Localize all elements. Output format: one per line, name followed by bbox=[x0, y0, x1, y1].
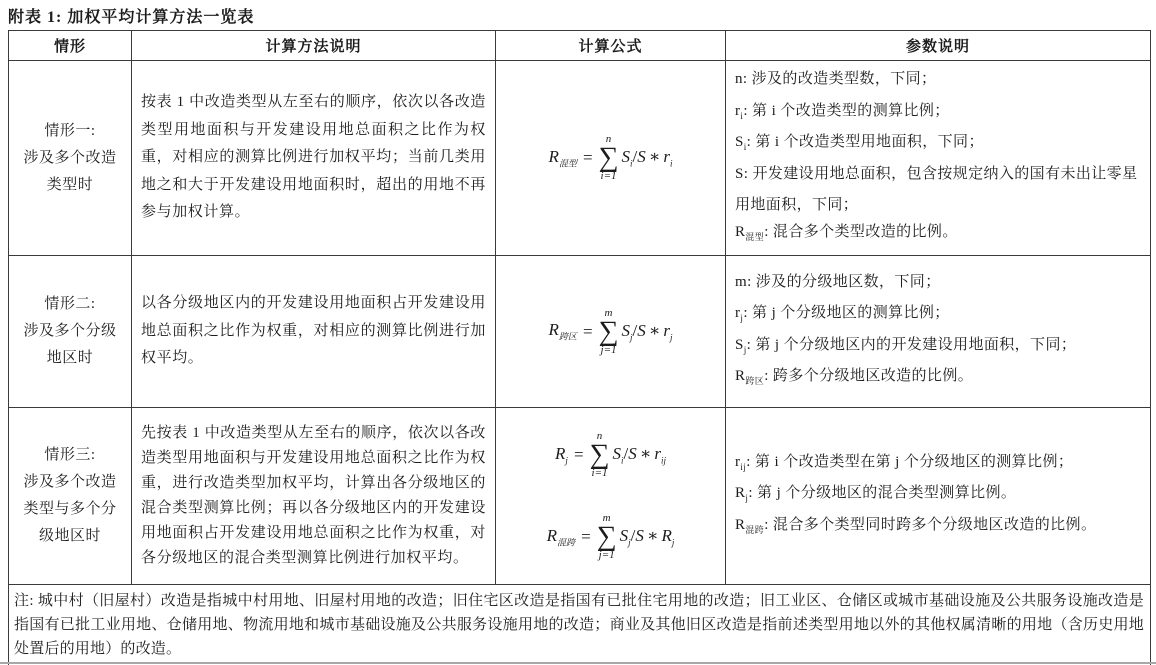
case2-formula-cell bbox=[496, 256, 726, 408]
case2-method-cell: 以各分级地区内的开发建设用地面积占开发建设用地总面积之比作为权重，对相应的测算比例进行加权平均。 bbox=[132, 256, 496, 408]
formula-body: $S_i/S$ ∗ $r_{ij}$ bbox=[612, 444, 666, 466]
param-line: $S_i$: 第 i 个改造类型用地面积，下同； bbox=[735, 134, 984, 152]
equals-sign: = bbox=[582, 321, 593, 341]
formula-r-mixed-type bbox=[549, 134, 673, 182]
table-row-case1 bbox=[9, 61, 1151, 256]
case3-params-cell bbox=[726, 408, 1151, 585]
case3-method-cell: 先按表 1 中改造类型从左至右的顺序，依次以各改造类型用地面积与开发建设用地总面积之比作为权重，进行改造类型加权平均，计算出各分级地区的混合类型测算比例；再以各分级地区内的开发建设用地面积占开发建设用地总面积之比作为权重，对各分级地区的混合类型测算比例进行加权平均。 bbox=[132, 408, 496, 585]
table-note: 注: 城中村（旧屋村）改造是指城中村用地、旧屋村用地的改造；旧住宅区改造是指国有已批住宅用地的改造；旧工业区、仓储区或城市基础设施及公共服务设施改造是指国有已批工业用地、仓储用地、物流用地和城市基础设施及公共服务设施用地的改造；商业及其他旧区改造是指前述类型用地以外的其他权属清晰的用地（含历史用地处置后的用地）的改造。 bbox=[9, 585, 1151, 665]
summation-symbol: n ∑ i=1 bbox=[598, 133, 619, 182]
equals-sign: = bbox=[581, 527, 591, 546]
formula-r-j bbox=[555, 431, 666, 479]
table-row-case3 bbox=[9, 408, 1151, 585]
col-header-method: 计算方法说明 bbox=[132, 31, 496, 61]
case-line: 级地区时 bbox=[38, 528, 101, 544]
formula-lhs: $R_j$ bbox=[555, 444, 568, 466]
case-line: 类型时 bbox=[46, 176, 94, 193]
case-line: 类型与多个分 bbox=[23, 501, 117, 517]
case-line: 情形二: bbox=[44, 296, 96, 312]
param-line: $R_j$: 第 j 个分级地区的混合类型测算比例。 bbox=[735, 485, 1017, 504]
formula-body: $S_i/S$ ∗ $r_i$ bbox=[621, 147, 673, 169]
case-line: 涉及多个改造 bbox=[23, 474, 117, 490]
case3-formula-cell bbox=[496, 408, 726, 585]
summation-symbol: m ∑ j=1 bbox=[598, 306, 619, 356]
param-line: m: 涉及的分级地区数，下同； bbox=[735, 273, 941, 290]
equals-sign: = bbox=[582, 148, 593, 167]
case-line: 涉及多个分级 bbox=[23, 323, 117, 339]
formula-body: $S_j/S$ ∗ $R_j$ bbox=[619, 526, 675, 548]
sigma-icon: ∑ bbox=[598, 315, 619, 347]
page-edge-line bbox=[0, 662, 1156, 664]
case1-label-cell bbox=[9, 61, 132, 256]
note-row bbox=[9, 585, 1151, 665]
weighted-average-table bbox=[8, 30, 1151, 665]
case-line: 情形一: bbox=[44, 122, 96, 139]
case-line: 情形三: bbox=[44, 447, 96, 463]
formula-body: $S_j/S$ ∗ $r_j$ bbox=[621, 320, 673, 343]
case1-params-cell bbox=[726, 61, 1151, 256]
param-line: $r_i$: 第 i 个改造类型的测算比例； bbox=[735, 102, 950, 121]
formula-r-cross-region bbox=[549, 308, 673, 356]
equals-sign: = bbox=[573, 445, 584, 464]
case1-method-cell: 按表 1 中改造类型从左至右的顺序，依次以各改造类型用地面积与开发建设用地总面积之比作为权重，对相应的测算比例进行加权平均；当前几类用地之和大于开发建设用地面积时，超出的用地不再参与加权计算。 bbox=[132, 61, 496, 256]
summation-symbol: m ∑ j=1 bbox=[596, 512, 617, 561]
header-row bbox=[9, 31, 1151, 61]
param-line: $r_j$: 第 j 个分级地区的测算比例； bbox=[735, 305, 950, 323]
formula-lhs: $R_{跨区}$ bbox=[548, 320, 577, 342]
param-line: S: 开发建设用地总面积，包含按规定纳入的国有未出让零星用地面积，下同； bbox=[735, 165, 1138, 213]
sigma-icon: ∑ bbox=[596, 521, 617, 552]
table-row-case2 bbox=[9, 256, 1151, 408]
case-line: 涉及多个改造 bbox=[23, 149, 117, 166]
param-line: $R_{混型}$: 混合多个类型改造的比例。 bbox=[735, 223, 958, 242]
formula-lhs: $R_{混跨}$ bbox=[546, 525, 576, 548]
col-header-formula: 计算公式 bbox=[496, 31, 726, 61]
case3-label-cell bbox=[9, 408, 132, 585]
param-line: $R_{混跨}$: 混合多个类型同时跨多个分级地区改造的比例。 bbox=[735, 516, 1097, 535]
sigma-icon: ∑ bbox=[598, 142, 619, 173]
summation-symbol: n ∑ i=1 bbox=[589, 430, 610, 479]
param-line: $r_{ij}$: 第 i 个改造类型在第 j 个分级地区的测算比例； bbox=[735, 453, 1074, 472]
param-line: $R_{跨区}$: 跨多个分级地区改造的比例。 bbox=[735, 368, 974, 386]
sigma-icon: ∑ bbox=[589, 439, 610, 470]
col-header-params: 参数说明 bbox=[726, 31, 1151, 61]
param-line: n: 涉及的改造类型数，下同； bbox=[735, 71, 937, 87]
formula-r-mixed-cross bbox=[547, 513, 675, 561]
case2-label-cell bbox=[9, 256, 132, 408]
formula-lhs: $R_{混型}$ bbox=[548, 146, 577, 169]
table-title: 附表 1: 加权平均计算方法一览表 bbox=[8, 9, 255, 26]
param-line: $S_j$: 第 j 个分级地区内的开发建设用地面积，下同； bbox=[735, 336, 1077, 355]
case2-params-cell bbox=[726, 256, 1151, 408]
case1-formula-cell bbox=[496, 61, 726, 256]
case-line: 地区时 bbox=[46, 350, 94, 366]
col-header-case: 情形 bbox=[9, 31, 132, 61]
